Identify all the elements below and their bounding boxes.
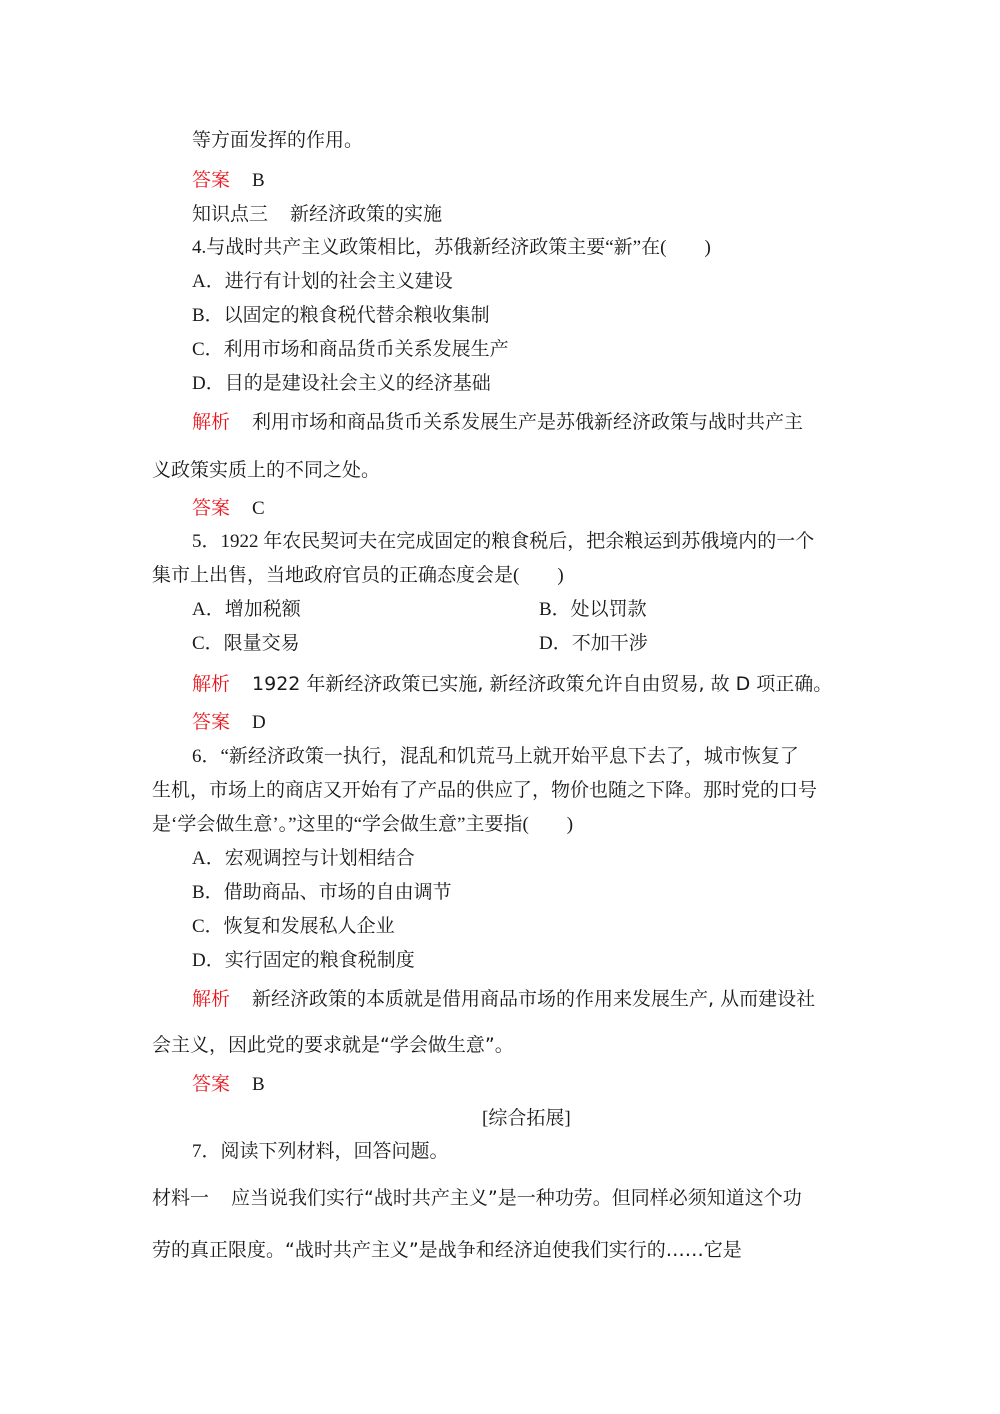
material-label: 材料一 [152,1187,210,1209]
material-text: 应当说我们实行“战时共产主义”是一种功劳。但同样必须知道这个功 [231,1187,802,1209]
q6-stem-line2: 生机，市场上的商店又开始有了产品的供应了，物价也随之下降。那时党的口号 [152,780,818,801]
knowledge-point-heading [192,202,442,227]
q5-option-a: A．增加税额 [192,599,301,620]
analysis-label: 解析 [192,673,231,695]
answer-value: B [252,170,265,191]
q6-analysis-cont: 会主义，因此党的要求就是“学会做生意”。 [152,1034,514,1056]
q6-option-a: A．宏观调控与计划相结合 [192,848,415,869]
answer-value: B [252,1074,265,1095]
continuation-text: 等方面发挥的作用。 [192,129,364,151]
q4-option-b: B．以固定的粮食税代替余粮收集制 [192,305,490,326]
q5-option-d: D．不加干涉 [539,633,648,654]
answer-value: C [252,498,265,519]
q4-option-c: C．利用市场和商品货币关系发展生产 [192,339,509,360]
q4-stem: 4.与战时共产主义政策相比，苏俄新经济政策主要“新”在( ) [192,237,711,258]
q5-stem-line2: 集市上出售，当地政府官员的正确态度会是( ) [152,565,564,586]
q5-stem-line1: 5．1922 年农民契诃夫在完成固定的粮食税后，把余粮运到苏俄境内的一个 [192,531,815,552]
answer-label: 答案 [192,1073,231,1095]
answer-label: 答案 [192,169,231,191]
answer-q6 [192,1072,265,1097]
answer-value: D [252,712,266,733]
q7-material-cont: 劳的真正限度。“战时共产主义”是战争和经济迫使我们实行的……它是 [152,1239,742,1261]
q4-analysis-cont: 义政策实质上的不同之处。 [152,459,381,481]
answer-q4 [192,496,265,521]
knowledge-point-label: 知识点三 [192,204,269,225]
q6-analysis [192,987,815,1011]
answer-label: 答案 [192,497,231,519]
q5-option-c: C．限量交易 [192,633,300,654]
analysis-label: 解析 [192,411,231,433]
q5-analysis [192,672,832,696]
q4-option-d: D．目的是建设社会主义的经济基础 [192,373,491,394]
answer-q5 [192,710,266,735]
q5-analysis-text: 1922 年新经济政策已实施, 新经济政策允许自由贸易, 故 D 项正确。 [252,673,833,695]
q6-stem-line3: 是‘学会做生意’。”这里的“学会做生意”主要指( ) [152,814,574,835]
q6-option-d: D．实行固定的粮食税制度 [192,950,415,971]
q6-option-b: B．借助商品、市场的自由调节 [192,882,452,903]
q6-analysis-text: 新经济政策的本质就是借用商品市场的作用来发展生产, 从而建设社 [252,988,816,1010]
answer-label: 答案 [192,711,231,733]
knowledge-point-title: 新经济政策的实施 [290,203,443,225]
q6-stem-line1: 6．“新经济政策一执行，混乱和饥荒马上就开始平息下去了，城市恢复了 [192,746,799,767]
section-header: [综合拓展] [482,1108,571,1129]
q7-stem: 7．阅读下列材料，回答问题。 [192,1141,449,1162]
q4-analysis-text: 利用市场和商品货币关系发展生产是苏俄新经济政策与战时共产主 [252,411,804,433]
q5-option-b: B．处以罚款 [539,599,647,620]
answer-q3 [192,168,265,193]
analysis-label: 解析 [192,988,231,1010]
q7-material-one [152,1186,802,1210]
q6-option-c: C．恢复和发展私人企业 [192,916,395,937]
q4-option-a: A．进行有计划的社会主义建设 [192,271,453,292]
q4-analysis [192,410,803,434]
